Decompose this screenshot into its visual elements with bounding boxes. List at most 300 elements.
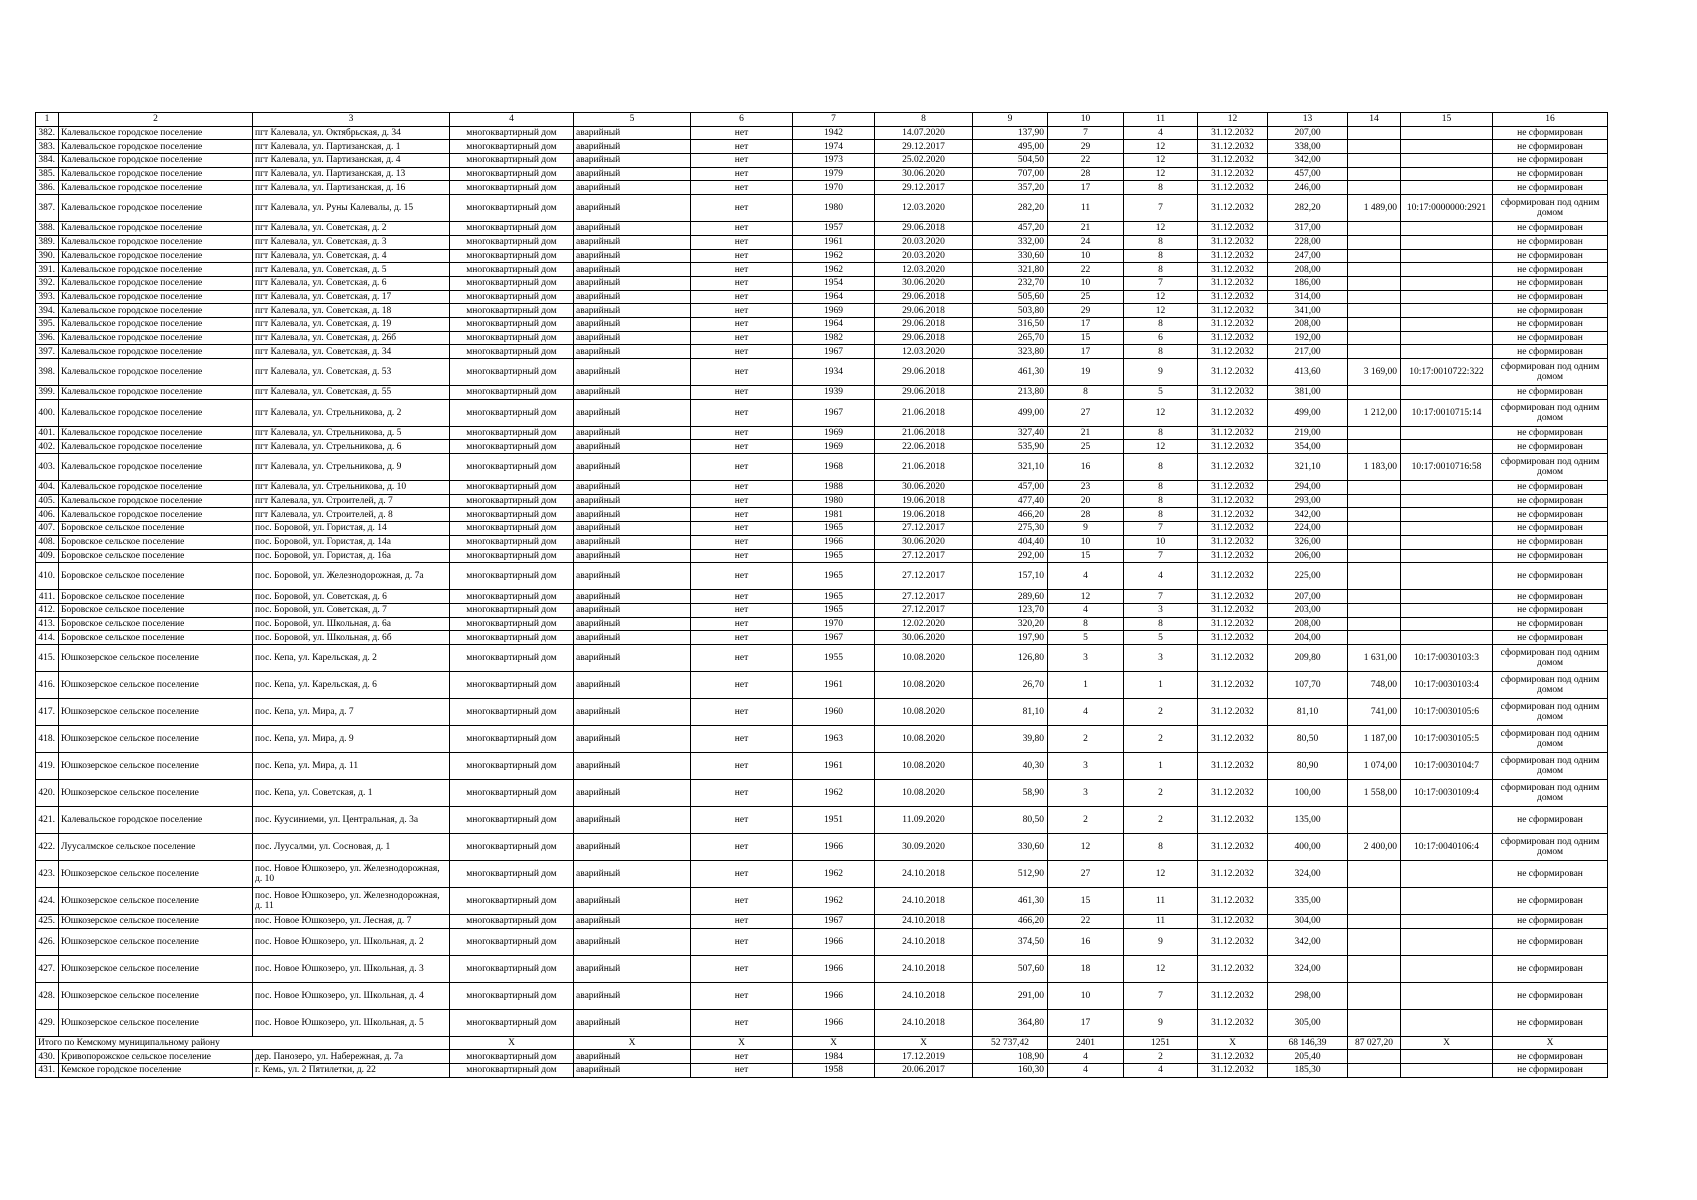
cell-settlement: Калевальское городское поселение — [59, 317, 253, 331]
cell-land-status: не сформирован — [1493, 426, 1608, 440]
column-header-10: 10 — [1048, 113, 1124, 127]
cell-flats: 8 — [1124, 508, 1198, 522]
cell-flats: 8 — [1124, 833, 1198, 860]
cell-land-area — [1348, 860, 1401, 887]
cell-address: пгт Калевала, ул. Стрельникова, д. 9 — [253, 454, 450, 481]
cell-land-status: не сформирован — [1493, 955, 1608, 982]
header-row — [36, 113, 1608, 127]
cell-building-type: многоквартирный дом — [450, 1064, 574, 1078]
cell-year: 1967 — [793, 399, 875, 426]
cell-year: 1962 — [793, 860, 875, 887]
cell-date: 21.06.2018 — [875, 454, 973, 481]
cell-row-number: 392. — [36, 276, 59, 290]
cell-flag: нет — [691, 222, 793, 236]
cell-condition: аварийный — [574, 535, 691, 549]
cell-deadline: 31.12.2032 — [1198, 535, 1268, 549]
cell-row-number: 403. — [36, 454, 59, 481]
total-row — [36, 1036, 1608, 1050]
cell-row-number: 391. — [36, 263, 59, 277]
cell-address: пгт Калевала, ул. Руны Калевалы, д. 15 — [253, 195, 450, 222]
cell-year: 1980 — [793, 494, 875, 508]
cell-land-area — [1348, 928, 1401, 955]
cell-residents: 28 — [1048, 508, 1124, 522]
cell-flats: 12 — [1124, 167, 1198, 181]
cell-flats: 2 — [1124, 698, 1198, 725]
cell-row-number: 389. — [36, 235, 59, 249]
cell-address: г. Кемь, ул. 2 Пятилетки, д. 22 — [253, 1064, 450, 1078]
cell-deadline: 31.12.2032 — [1198, 181, 1268, 195]
cell-condition: аварийный — [574, 167, 691, 181]
cell-deadline: 31.12.2032 — [1198, 290, 1268, 304]
cell-row-number: 418. — [36, 725, 59, 752]
cell-land-area — [1348, 290, 1401, 304]
cell-cadastral-number — [1401, 617, 1493, 631]
cell-flats: 12 — [1124, 440, 1198, 454]
cell-land-status: не сформирован — [1493, 154, 1608, 168]
cell-land-area — [1348, 631, 1401, 645]
cell-address: пгт Калевала, ул. Стрельникова, д. 5 — [253, 426, 450, 440]
cell-date: 29.12.2017 — [875, 181, 973, 195]
cell-residents: 10 — [1048, 535, 1124, 549]
cell-flag: нет — [691, 494, 793, 508]
cell-condition: аварийный — [574, 1050, 691, 1064]
cell-cadastral-number: 10:17:0030105:5 — [1401, 725, 1493, 752]
cell-settlement: Калевальское городское поселение — [59, 195, 253, 222]
cell-land-status: не сформирован — [1493, 914, 1608, 928]
cell-residents: 21 — [1048, 222, 1124, 236]
cell-condition: аварийный — [574, 481, 691, 495]
table-row — [36, 617, 1608, 631]
cell-area: 535,90 — [973, 440, 1048, 454]
cell-flats: 12 — [1124, 304, 1198, 318]
cell-building-type: многоквартирный дом — [450, 276, 574, 290]
total-cell: X — [691, 1036, 793, 1050]
cell-year: 1969 — [793, 440, 875, 454]
cell-residents: 1 — [1048, 671, 1124, 698]
cell-cadastral-number — [1401, 887, 1493, 914]
cell-residents: 17 — [1048, 345, 1124, 359]
cell-land-status: сформирован под одним домом — [1493, 779, 1608, 806]
cell-address: пгт Калевала, ул. Стрельникова, д. 6 — [253, 440, 450, 454]
cell-area: 137,90 — [973, 126, 1048, 140]
table-row — [36, 399, 1608, 426]
cell-deadline: 31.12.2032 — [1198, 154, 1268, 168]
cell-area-total: 324,00 — [1268, 955, 1348, 982]
cell-flag: нет — [691, 549, 793, 563]
cell-year: 1934 — [793, 359, 875, 386]
cell-flag: нет — [691, 481, 793, 495]
cell-year: 1966 — [793, 1009, 875, 1036]
table-row — [36, 833, 1608, 860]
cell-address: пгт Калевала, ул. Партизанская, д. 13 — [253, 167, 450, 181]
cell-land-status: не сформирован — [1493, 563, 1608, 590]
cell-address: пос. Боровой, ул. Гористая, д. 14 — [253, 522, 450, 536]
cell-address: пос. Кепа, ул. Мира, д. 9 — [253, 725, 450, 752]
cell-year: 1957 — [793, 222, 875, 236]
cell-flats: 10 — [1124, 535, 1198, 549]
cell-row-number: 419. — [36, 752, 59, 779]
cell-date: 29.06.2018 — [875, 290, 973, 304]
cell-condition: аварийный — [574, 698, 691, 725]
cell-year: 1965 — [793, 549, 875, 563]
cell-condition: аварийный — [574, 1009, 691, 1036]
cell-date: 12.03.2020 — [875, 195, 973, 222]
cell-year: 1967 — [793, 631, 875, 645]
cell-cadastral-number — [1401, 386, 1493, 400]
total-cell: 52 737,42 — [973, 1036, 1048, 1050]
cell-settlement: Боровское сельское поселение — [59, 603, 253, 617]
cell-residents: 8 — [1048, 386, 1124, 400]
table-row — [36, 290, 1608, 304]
cell-deadline: 31.12.2032 — [1198, 955, 1268, 982]
cell-building-type: многоквартирный дом — [450, 454, 574, 481]
cell-year: 1982 — [793, 331, 875, 345]
cell-land-area: 1 212,00 — [1348, 399, 1401, 426]
cell-row-number: 386. — [36, 181, 59, 195]
cell-date: 11.09.2020 — [875, 806, 973, 833]
cell-land-area: 1 187,00 — [1348, 725, 1401, 752]
cell-year: 1967 — [793, 914, 875, 928]
table-row — [36, 481, 1608, 495]
cell-deadline: 31.12.2032 — [1198, 806, 1268, 833]
cell-condition: аварийный — [574, 508, 691, 522]
cell-building-type: многоквартирный дом — [450, 235, 574, 249]
cell-land-status: не сформирован — [1493, 982, 1608, 1009]
cell-cadastral-number — [1401, 631, 1493, 645]
total-cell: X — [574, 1036, 691, 1050]
cell-residents: 2 — [1048, 806, 1124, 833]
cell-area: 330,60 — [973, 833, 1048, 860]
cell-year: 1966 — [793, 955, 875, 982]
cell-area: 320,20 — [973, 617, 1048, 631]
cell-settlement: Юшкозерское сельское поселение — [59, 1009, 253, 1036]
total-cell: 87 027,20 — [1348, 1036, 1401, 1050]
cell-address: дер. Панозеро, ул. Набережная, д. 7а — [253, 1050, 450, 1064]
cell-area: 503,80 — [973, 304, 1048, 318]
table-row — [36, 779, 1608, 806]
table-row — [36, 263, 1608, 277]
table-row — [36, 494, 1608, 508]
cell-condition: аварийный — [574, 290, 691, 304]
cell-area: 40,30 — [973, 752, 1048, 779]
housing-register-table — [35, 112, 1608, 1078]
cell-land-area — [1348, 494, 1401, 508]
cell-deadline: 31.12.2032 — [1198, 928, 1268, 955]
cell-flag: нет — [691, 317, 793, 331]
table-row — [36, 671, 1608, 698]
cell-building-type: многоквартирный дом — [450, 982, 574, 1009]
cell-flats: 12 — [1124, 860, 1198, 887]
cell-land-status: не сформирован — [1493, 345, 1608, 359]
table-row — [36, 181, 1608, 195]
cell-condition: аварийный — [574, 806, 691, 833]
cell-land-area — [1348, 603, 1401, 617]
cell-cadastral-number: 10:17:0010722:322 — [1401, 359, 1493, 386]
cell-date: 27.12.2017 — [875, 563, 973, 590]
cell-row-number: 430. — [36, 1050, 59, 1064]
cell-date: 29.06.2018 — [875, 386, 973, 400]
cell-land-status: не сформирован — [1493, 181, 1608, 195]
cell-building-type: многоквартирный дом — [450, 140, 574, 154]
cell-row-number: 385. — [36, 167, 59, 181]
cell-land-area: 1 489,00 — [1348, 195, 1401, 222]
cell-address: пгт Калевала, ул. Советская, д. 19 — [253, 317, 450, 331]
cell-flag: нет — [691, 928, 793, 955]
cell-address: пос. Боровой, ул. Гористая, д. 16а — [253, 549, 450, 563]
cell-land-status: не сформирован — [1493, 140, 1608, 154]
cell-flag: нет — [691, 1009, 793, 1036]
cell-area: 466,20 — [973, 914, 1048, 928]
cell-date: 10.08.2020 — [875, 644, 973, 671]
cell-date: 30.06.2020 — [875, 167, 973, 181]
cell-date: 25.02.2020 — [875, 154, 973, 168]
cell-residents: 3 — [1048, 644, 1124, 671]
cell-row-number: 402. — [36, 440, 59, 454]
cell-year: 1965 — [793, 590, 875, 604]
cell-deadline: 31.12.2032 — [1198, 1064, 1268, 1078]
cell-area: 461,30 — [973, 359, 1048, 386]
cell-year: 1964 — [793, 317, 875, 331]
total-cell: X — [1198, 1036, 1268, 1050]
cell-date: 24.10.2018 — [875, 1009, 973, 1036]
total-cell: 2401 — [1048, 1036, 1124, 1050]
cell-row-number: 409. — [36, 549, 59, 563]
cell-row-number: 431. — [36, 1064, 59, 1078]
cell-deadline: 31.12.2032 — [1198, 426, 1268, 440]
cell-flag: нет — [691, 331, 793, 345]
cell-address: пгт Калевала, ул. Октябрьская, д. 34 — [253, 126, 450, 140]
cell-flag: нет — [691, 181, 793, 195]
cell-year: 1969 — [793, 304, 875, 318]
cell-area-total: 185,30 — [1268, 1064, 1348, 1078]
cell-deadline: 31.12.2032 — [1198, 399, 1268, 426]
cell-cadastral-number — [1401, 860, 1493, 887]
cell-area-total: 400,00 — [1268, 833, 1348, 860]
cell-settlement: Калевальское городское поселение — [59, 806, 253, 833]
cell-row-number: 421. — [36, 806, 59, 833]
cell-area-total: 354,00 — [1268, 440, 1348, 454]
cell-area: 316,50 — [973, 317, 1048, 331]
cell-land-status: сформирован под одним домом — [1493, 671, 1608, 698]
cell-land-area — [1348, 1064, 1401, 1078]
cell-year: 1962 — [793, 263, 875, 277]
cell-area: 265,70 — [973, 331, 1048, 345]
cell-land-area — [1348, 982, 1401, 1009]
cell-residents: 21 — [1048, 426, 1124, 440]
cell-cadastral-number: 10:17:0030109:4 — [1401, 779, 1493, 806]
table-row — [36, 440, 1608, 454]
cell-land-status: не сформирован — [1493, 276, 1608, 290]
cell-flag: нет — [691, 860, 793, 887]
cell-deadline: 31.12.2032 — [1198, 140, 1268, 154]
cell-cadastral-number — [1401, 426, 1493, 440]
cell-land-area — [1348, 426, 1401, 440]
column-header-3: 3 — [253, 113, 450, 127]
cell-address: пгт Калевала, ул. Советская, д. 26б — [253, 331, 450, 345]
total-cell: X — [875, 1036, 973, 1050]
cell-land-area — [1348, 249, 1401, 263]
cell-area-total: 304,00 — [1268, 914, 1348, 928]
cell-year: 1962 — [793, 887, 875, 914]
cell-area: 505,60 — [973, 290, 1048, 304]
cell-settlement: Боровское сельское поселение — [59, 549, 253, 563]
table-row — [36, 1064, 1608, 1078]
cell-date: 27.12.2017 — [875, 603, 973, 617]
cell-address: пос. Кепа, ул. Карельская, д. 2 — [253, 644, 450, 671]
cell-date: 24.10.2018 — [875, 955, 973, 982]
cell-area: 282,20 — [973, 195, 1048, 222]
cell-flag: нет — [691, 195, 793, 222]
cell-area-total: 204,00 — [1268, 631, 1348, 645]
cell-flag: нет — [691, 955, 793, 982]
cell-building-type: многоквартирный дом — [450, 698, 574, 725]
cell-flag: нет — [691, 833, 793, 860]
cell-date: 30.09.2020 — [875, 833, 973, 860]
cell-settlement: Боровское сельское поселение — [59, 522, 253, 536]
cell-year: 1962 — [793, 249, 875, 263]
cell-land-status: не сформирован — [1493, 167, 1608, 181]
cell-flag: нет — [691, 399, 793, 426]
cell-settlement: Калевальское городское поселение — [59, 126, 253, 140]
cell-deadline: 31.12.2032 — [1198, 522, 1268, 536]
cell-settlement: Калевальское городское поселение — [59, 508, 253, 522]
cell-flats: 8 — [1124, 181, 1198, 195]
cell-year: 1951 — [793, 806, 875, 833]
cell-building-type: многоквартирный дом — [450, 833, 574, 860]
cell-flag: нет — [691, 304, 793, 318]
cell-building-type: многоквартирный дом — [450, 914, 574, 928]
cell-area-total: 246,00 — [1268, 181, 1348, 195]
cell-land-status: не сформирован — [1493, 860, 1608, 887]
cell-building-type: многоквартирный дом — [450, 806, 574, 833]
cell-land-area — [1348, 222, 1401, 236]
cell-building-type: многоквартирный дом — [450, 955, 574, 982]
cell-cadastral-number: 10:17:0030104:7 — [1401, 752, 1493, 779]
cell-land-status: сформирован под одним домом — [1493, 359, 1608, 386]
cell-condition: аварийный — [574, 331, 691, 345]
total-cell: X — [450, 1036, 574, 1050]
cell-residents: 25 — [1048, 290, 1124, 304]
cell-deadline: 31.12.2032 — [1198, 249, 1268, 263]
cell-building-type: многоквартирный дом — [450, 481, 574, 495]
cell-date: 27.12.2017 — [875, 590, 973, 604]
table-row — [36, 725, 1608, 752]
cell-row-number: 401. — [36, 426, 59, 440]
cell-cadastral-number — [1401, 235, 1493, 249]
cell-area-total: 209,80 — [1268, 644, 1348, 671]
cell-row-number: 390. — [36, 249, 59, 263]
cell-address: пгт Калевала, ул. Партизанская, д. 1 — [253, 140, 450, 154]
cell-year: 1981 — [793, 508, 875, 522]
cell-date: 24.10.2018 — [875, 860, 973, 887]
cell-area: 123,70 — [973, 603, 1048, 617]
table-row — [36, 928, 1608, 955]
cell-building-type: многоквартирный дом — [450, 494, 574, 508]
cell-cadastral-number — [1401, 549, 1493, 563]
cell-deadline: 31.12.2032 — [1198, 617, 1268, 631]
table-row — [36, 644, 1608, 671]
cell-row-number: 388. — [36, 222, 59, 236]
cell-year: 1939 — [793, 386, 875, 400]
cell-flats: 8 — [1124, 263, 1198, 277]
cell-cadastral-number — [1401, 535, 1493, 549]
table-row — [36, 806, 1608, 833]
cell-cadastral-number — [1401, 317, 1493, 331]
cell-date: 10.08.2020 — [875, 671, 973, 698]
cell-flag: нет — [691, 590, 793, 604]
cell-condition: аварийный — [574, 928, 691, 955]
cell-condition: аварийный — [574, 833, 691, 860]
cell-settlement: Калевальское городское поселение — [59, 345, 253, 359]
cell-cadastral-number — [1401, 481, 1493, 495]
cell-date: 10.08.2020 — [875, 752, 973, 779]
cell-deadline: 31.12.2032 — [1198, 887, 1268, 914]
cell-land-status: не сформирован — [1493, 508, 1608, 522]
cell-cadastral-number — [1401, 928, 1493, 955]
document-page — [35, 112, 1608, 1078]
cell-deadline: 31.12.2032 — [1198, 779, 1268, 806]
cell-year: 1964 — [793, 290, 875, 304]
cell-land-area — [1348, 1009, 1401, 1036]
cell-flag: нет — [691, 276, 793, 290]
cell-flats: 1 — [1124, 752, 1198, 779]
cell-flag: нет — [691, 249, 793, 263]
cell-settlement: Юшкозерское сельское поселение — [59, 928, 253, 955]
cell-settlement: Калевальское городское поселение — [59, 140, 253, 154]
cell-row-number: 399. — [36, 386, 59, 400]
cell-building-type: многоквартирный дом — [450, 1050, 574, 1064]
cell-residents: 10 — [1048, 982, 1124, 1009]
cell-building-type: многоквартирный дом — [450, 154, 574, 168]
cell-settlement: Калевальское городское поселение — [59, 331, 253, 345]
cell-settlement: Юшкозерское сельское поселение — [59, 725, 253, 752]
cell-residents: 24 — [1048, 235, 1124, 249]
cell-date: 27.12.2017 — [875, 522, 973, 536]
cell-area: 232,70 — [973, 276, 1048, 290]
cell-area: 323,80 — [973, 345, 1048, 359]
column-header-6: 6 — [691, 113, 793, 127]
cell-cadastral-number — [1401, 181, 1493, 195]
cell-row-number: 394. — [36, 304, 59, 318]
cell-building-type: многоквартирный дом — [450, 222, 574, 236]
cell-deadline: 31.12.2032 — [1198, 563, 1268, 590]
cell-land-status: не сформирован — [1493, 928, 1608, 955]
cell-year: 1970 — [793, 617, 875, 631]
cell-land-area — [1348, 549, 1401, 563]
cell-area-total: 341,00 — [1268, 304, 1348, 318]
cell-building-type: многоквартирный дом — [450, 603, 574, 617]
cell-area: 58,90 — [973, 779, 1048, 806]
cell-cadastral-number — [1401, 494, 1493, 508]
cell-date: 30.06.2020 — [875, 631, 973, 645]
cell-land-status: не сформирован — [1493, 126, 1608, 140]
cell-year: 1966 — [793, 982, 875, 1009]
cell-residents: 19 — [1048, 359, 1124, 386]
column-header-13: 13 — [1268, 113, 1348, 127]
cell-date: 20.03.2020 — [875, 235, 973, 249]
cell-address: пос. Новое Юшкозеро, ул. Железнодорожная, д. 10 — [253, 860, 450, 887]
cell-cadastral-number: 10:17:0040106:4 — [1401, 833, 1493, 860]
cell-deadline: 31.12.2032 — [1198, 603, 1268, 617]
cell-condition: аварийный — [574, 752, 691, 779]
cell-area: 374,50 — [973, 928, 1048, 955]
cell-row-number: 422. — [36, 833, 59, 860]
cell-residents: 15 — [1048, 331, 1124, 345]
cell-address: пос. Куусиниеми, ул. Центральная, д. 3а — [253, 806, 450, 833]
cell-building-type: многоквартирный дом — [450, 671, 574, 698]
cell-land-area — [1348, 167, 1401, 181]
cell-date: 12.03.2020 — [875, 345, 973, 359]
